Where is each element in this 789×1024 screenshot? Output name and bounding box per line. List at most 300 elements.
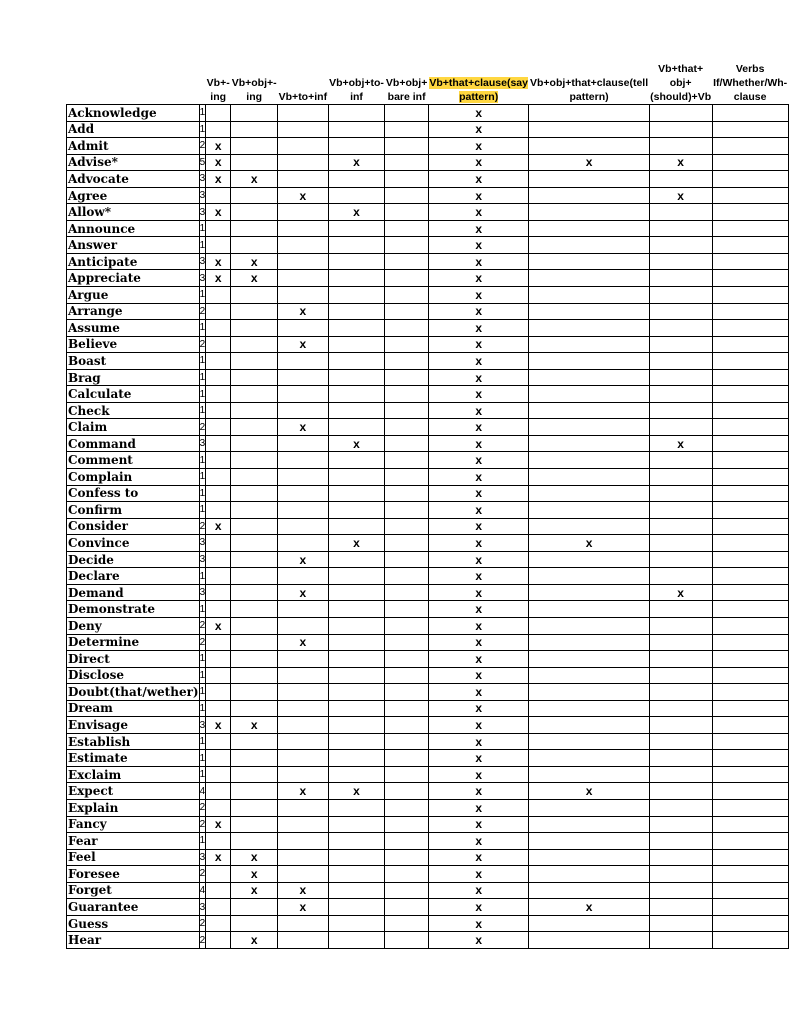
pattern-mark-cell[interactable] xyxy=(529,435,649,452)
pattern-mark-cell[interactable] xyxy=(712,220,788,237)
count-cell[interactable]: 1 xyxy=(199,237,206,254)
pattern-mark-cell[interactable] xyxy=(328,882,385,899)
pattern-mark-cell[interactable] xyxy=(328,866,385,883)
pattern-mark-cell[interactable] xyxy=(712,121,788,138)
pattern-mark-cell[interactable] xyxy=(529,287,649,304)
pattern-mark-cell[interactable] xyxy=(712,535,788,552)
pattern-mark-cell[interactable] xyxy=(278,518,328,535)
pattern-mark-cell[interactable] xyxy=(712,783,788,800)
pattern-mark-cell[interactable]: x xyxy=(428,253,529,270)
pattern-mark-cell[interactable] xyxy=(649,121,712,138)
pattern-mark-cell[interactable] xyxy=(278,733,328,750)
verb-cell[interactable]: Consider xyxy=(67,518,200,535)
pattern-mark-cell[interactable]: x xyxy=(428,485,529,502)
pattern-mark-cell[interactable] xyxy=(328,518,385,535)
count-cell[interactable]: 5 xyxy=(199,154,206,171)
pattern-mark-cell[interactable] xyxy=(328,253,385,270)
pattern-mark-cell[interactable] xyxy=(385,535,428,552)
pattern-mark-cell[interactable] xyxy=(328,932,385,949)
pattern-mark-cell[interactable] xyxy=(206,700,231,717)
pattern-mark-cell[interactable] xyxy=(649,518,712,535)
pattern-mark-cell[interactable] xyxy=(385,386,428,403)
pattern-mark-cell[interactable] xyxy=(649,700,712,717)
pattern-mark-cell[interactable] xyxy=(278,717,328,734)
pattern-mark-cell[interactable] xyxy=(649,866,712,883)
pattern-mark-cell[interactable] xyxy=(712,419,788,436)
pattern-mark-cell[interactable] xyxy=(206,369,231,386)
pattern-mark-cell[interactable]: x xyxy=(278,899,328,916)
count-cell[interactable]: 1 xyxy=(199,651,206,668)
pattern-mark-cell[interactable] xyxy=(529,469,649,486)
count-cell[interactable]: 3 xyxy=(199,717,206,734)
pattern-mark-cell[interactable] xyxy=(712,750,788,767)
count-cell[interactable]: 1 xyxy=(199,700,206,717)
pattern-mark-cell[interactable] xyxy=(328,816,385,833)
count-cell[interactable]: 3 xyxy=(199,171,206,188)
count-cell[interactable]: 1 xyxy=(199,601,206,618)
pattern-mark-cell[interactable]: x xyxy=(649,187,712,204)
pattern-mark-cell[interactable] xyxy=(529,750,649,767)
pattern-mark-cell[interactable]: x xyxy=(428,105,529,122)
pattern-mark-cell[interactable] xyxy=(231,320,278,337)
pattern-mark-cell[interactable]: x xyxy=(206,518,231,535)
pattern-mark-cell[interactable] xyxy=(231,402,278,419)
count-cell[interactable]: 2 xyxy=(199,866,206,883)
pattern-mark-cell[interactable] xyxy=(529,171,649,188)
pattern-mark-cell[interactable]: x xyxy=(649,154,712,171)
pattern-mark-cell[interactable] xyxy=(649,932,712,949)
pattern-mark-cell[interactable] xyxy=(206,485,231,502)
pattern-mark-cell[interactable] xyxy=(328,799,385,816)
pattern-mark-cell[interactable]: x xyxy=(428,171,529,188)
pattern-mark-cell[interactable]: x xyxy=(428,601,529,618)
pattern-mark-cell[interactable] xyxy=(231,303,278,320)
pattern-mark-cell[interactable] xyxy=(231,121,278,138)
pattern-mark-cell[interactable] xyxy=(712,270,788,287)
count-cell[interactable]: 1 xyxy=(199,452,206,469)
pattern-mark-cell[interactable] xyxy=(529,568,649,585)
pattern-mark-cell[interactable] xyxy=(231,435,278,452)
pattern-mark-cell[interactable] xyxy=(328,617,385,634)
pattern-mark-cell[interactable] xyxy=(385,187,428,204)
pattern-mark-cell[interactable] xyxy=(385,270,428,287)
count-cell[interactable]: 3 xyxy=(199,584,206,601)
count-cell[interactable]: 2 xyxy=(199,336,206,353)
pattern-mark-cell[interactable]: x xyxy=(428,700,529,717)
count-cell[interactable]: 1 xyxy=(199,220,206,237)
pattern-mark-cell[interactable] xyxy=(529,452,649,469)
pattern-mark-cell[interactable] xyxy=(385,402,428,419)
verb-cell[interactable]: Deny xyxy=(67,617,200,634)
pattern-mark-cell[interactable] xyxy=(712,469,788,486)
pattern-mark-cell[interactable] xyxy=(278,849,328,866)
pattern-mark-cell[interactable] xyxy=(649,783,712,800)
pattern-mark-cell[interactable] xyxy=(385,783,428,800)
pattern-mark-cell[interactable] xyxy=(529,187,649,204)
pattern-mark-cell[interactable] xyxy=(278,138,328,155)
verb-cell[interactable]: Doubt(that/wether) xyxy=(68,684,199,699)
pattern-mark-cell[interactable] xyxy=(385,733,428,750)
pattern-mark-cell[interactable] xyxy=(649,833,712,850)
pattern-mark-cell[interactable] xyxy=(231,386,278,403)
count-cell[interactable]: 2 xyxy=(199,816,206,833)
count-cell[interactable]: 1 xyxy=(199,121,206,138)
pattern-mark-cell[interactable]: x xyxy=(328,783,385,800)
pattern-mark-cell[interactable] xyxy=(385,882,428,899)
pattern-mark-cell[interactable] xyxy=(328,915,385,932)
pattern-mark-cell[interactable] xyxy=(529,237,649,254)
pattern-mark-cell[interactable] xyxy=(529,601,649,618)
verb-cell[interactable]: Direct xyxy=(67,651,200,668)
verb-cell[interactable]: Anticipate xyxy=(67,253,200,270)
pattern-mark-cell[interactable] xyxy=(649,750,712,767)
pattern-mark-cell[interactable] xyxy=(328,899,385,916)
pattern-mark-cell[interactable] xyxy=(649,320,712,337)
pattern-mark-cell[interactable] xyxy=(712,651,788,668)
pattern-mark-cell[interactable] xyxy=(385,105,428,122)
pattern-mark-cell[interactable]: x xyxy=(231,882,278,899)
pattern-mark-cell[interactable] xyxy=(385,469,428,486)
count-cell[interactable]: 1 xyxy=(199,402,206,419)
pattern-mark-cell[interactable] xyxy=(278,204,328,221)
pattern-mark-cell[interactable] xyxy=(712,634,788,651)
pattern-mark-cell[interactable]: x xyxy=(428,717,529,734)
pattern-mark-cell[interactable] xyxy=(278,667,328,684)
verb-cell[interactable]: Brag xyxy=(67,369,200,386)
pattern-mark-cell[interactable] xyxy=(649,419,712,436)
pattern-mark-cell[interactable] xyxy=(649,568,712,585)
pattern-mark-cell[interactable]: x xyxy=(428,634,529,651)
pattern-mark-cell[interactable]: x xyxy=(428,303,529,320)
verb-cell[interactable]: Add xyxy=(67,121,200,138)
pattern-mark-cell[interactable] xyxy=(712,320,788,337)
pattern-mark-cell[interactable] xyxy=(206,750,231,767)
pattern-mark-cell[interactable] xyxy=(529,138,649,155)
pattern-mark-cell[interactable]: x xyxy=(206,270,231,287)
pattern-mark-cell[interactable]: x xyxy=(428,469,529,486)
pattern-mark-cell[interactable] xyxy=(231,485,278,502)
pattern-mark-cell[interactable] xyxy=(529,220,649,237)
verb-cell[interactable]: Decide xyxy=(67,551,200,568)
verb-cell[interactable]: Confirm xyxy=(67,502,200,519)
pattern-mark-cell[interactable]: x xyxy=(231,171,278,188)
count-cell[interactable]: 3 xyxy=(199,204,206,221)
pattern-mark-cell[interactable] xyxy=(385,833,428,850)
pattern-mark-cell[interactable] xyxy=(649,452,712,469)
pattern-mark-cell[interactable]: x xyxy=(428,402,529,419)
pattern-mark-cell[interactable]: x xyxy=(428,535,529,552)
pattern-mark-cell[interactable] xyxy=(328,121,385,138)
pattern-mark-cell[interactable] xyxy=(206,551,231,568)
pattern-mark-cell[interactable] xyxy=(529,369,649,386)
pattern-mark-cell[interactable]: x xyxy=(278,584,328,601)
pattern-mark-cell[interactable] xyxy=(278,833,328,850)
pattern-mark-cell[interactable] xyxy=(712,353,788,370)
verb-cell[interactable]: Comment xyxy=(67,452,200,469)
pattern-mark-cell[interactable]: x xyxy=(428,684,529,701)
pattern-mark-cell[interactable] xyxy=(278,287,328,304)
pattern-mark-cell[interactable] xyxy=(385,634,428,651)
pattern-mark-cell[interactable] xyxy=(712,700,788,717)
pattern-mark-cell[interactable] xyxy=(649,535,712,552)
pattern-mark-cell[interactable] xyxy=(385,353,428,370)
verb-cell[interactable]: Argue xyxy=(67,287,200,304)
verb-cell[interactable]: Envisage xyxy=(67,717,200,734)
pattern-mark-cell[interactable] xyxy=(206,733,231,750)
pattern-mark-cell[interactable] xyxy=(385,336,428,353)
pattern-mark-cell[interactable] xyxy=(649,220,712,237)
pattern-mark-cell[interactable] xyxy=(231,535,278,552)
pattern-mark-cell[interactable] xyxy=(328,171,385,188)
pattern-mark-cell[interactable] xyxy=(278,502,328,519)
pattern-mark-cell[interactable] xyxy=(206,386,231,403)
pattern-mark-cell[interactable] xyxy=(385,866,428,883)
pattern-mark-cell[interactable] xyxy=(649,303,712,320)
pattern-mark-cell[interactable] xyxy=(712,138,788,155)
pattern-mark-cell[interactable] xyxy=(231,237,278,254)
pattern-mark-cell[interactable]: x xyxy=(649,584,712,601)
pattern-mark-cell[interactable] xyxy=(231,220,278,237)
pattern-mark-cell[interactable] xyxy=(529,932,649,949)
pattern-mark-cell[interactable] xyxy=(206,105,231,122)
verb-cell[interactable]: Convince xyxy=(67,535,200,552)
pattern-mark-cell[interactable] xyxy=(385,799,428,816)
count-cell[interactable]: 1 xyxy=(199,353,206,370)
pattern-mark-cell[interactable] xyxy=(328,717,385,734)
verb-cell[interactable]: Assume xyxy=(67,320,200,337)
pattern-mark-cell[interactable] xyxy=(278,700,328,717)
pattern-mark-cell[interactable]: x xyxy=(278,336,328,353)
pattern-mark-cell[interactable] xyxy=(529,634,649,651)
pattern-mark-cell[interactable]: x xyxy=(428,353,529,370)
verb-cell[interactable]: Fear xyxy=(67,833,200,850)
pattern-mark-cell[interactable] xyxy=(328,237,385,254)
count-cell[interactable]: 3 xyxy=(199,899,206,916)
pattern-mark-cell[interactable] xyxy=(649,651,712,668)
count-cell[interactable]: 3 xyxy=(199,551,206,568)
pattern-mark-cell[interactable] xyxy=(206,783,231,800)
pattern-mark-cell[interactable] xyxy=(385,651,428,668)
pattern-mark-cell[interactable] xyxy=(649,551,712,568)
pattern-mark-cell[interactable]: x xyxy=(428,518,529,535)
pattern-mark-cell[interactable] xyxy=(712,105,788,122)
pattern-mark-cell[interactable] xyxy=(278,220,328,237)
count-cell[interactable]: 2 xyxy=(199,932,206,949)
pattern-mark-cell[interactable] xyxy=(385,287,428,304)
pattern-mark-cell[interactable] xyxy=(529,386,649,403)
pattern-mark-cell[interactable] xyxy=(328,105,385,122)
pattern-mark-cell[interactable] xyxy=(231,187,278,204)
pattern-mark-cell[interactable] xyxy=(529,684,649,701)
pattern-mark-cell[interactable] xyxy=(712,866,788,883)
count-cell[interactable]: 1 xyxy=(199,766,206,783)
pattern-mark-cell[interactable] xyxy=(649,799,712,816)
pattern-mark-cell[interactable] xyxy=(529,816,649,833)
pattern-mark-cell[interactable]: x xyxy=(428,419,529,436)
pattern-mark-cell[interactable] xyxy=(529,419,649,436)
pattern-mark-cell[interactable] xyxy=(529,502,649,519)
pattern-mark-cell[interactable]: x xyxy=(428,154,529,171)
pattern-mark-cell[interactable]: x xyxy=(428,320,529,337)
pattern-mark-cell[interactable] xyxy=(206,287,231,304)
pattern-mark-cell[interactable] xyxy=(712,684,788,701)
pattern-mark-cell[interactable] xyxy=(206,336,231,353)
pattern-mark-cell[interactable] xyxy=(529,866,649,883)
verb-cell[interactable]: Arrange xyxy=(67,303,200,320)
pattern-mark-cell[interactable]: x xyxy=(428,220,529,237)
pattern-mark-cell[interactable] xyxy=(649,601,712,618)
pattern-mark-cell[interactable] xyxy=(529,270,649,287)
count-cell[interactable]: 2 xyxy=(199,419,206,436)
pattern-mark-cell[interactable] xyxy=(649,336,712,353)
pattern-mark-cell[interactable]: x xyxy=(428,799,529,816)
pattern-mark-cell[interactable] xyxy=(649,634,712,651)
pattern-mark-cell[interactable] xyxy=(278,684,328,701)
pattern-mark-cell[interactable] xyxy=(385,601,428,618)
pattern-mark-cell[interactable] xyxy=(206,303,231,320)
pattern-mark-cell[interactable] xyxy=(649,105,712,122)
pattern-mark-cell[interactable] xyxy=(328,270,385,287)
pattern-mark-cell[interactable] xyxy=(385,717,428,734)
pattern-mark-cell[interactable] xyxy=(278,171,328,188)
pattern-mark-cell[interactable] xyxy=(385,502,428,519)
pattern-mark-cell[interactable] xyxy=(231,816,278,833)
pattern-mark-cell[interactable] xyxy=(231,667,278,684)
pattern-mark-cell[interactable]: x xyxy=(428,287,529,304)
pattern-mark-cell[interactable] xyxy=(231,518,278,535)
pattern-mark-cell[interactable]: x xyxy=(428,733,529,750)
pattern-mark-cell[interactable] xyxy=(278,535,328,552)
pattern-mark-cell[interactable] xyxy=(278,386,328,403)
pattern-mark-cell[interactable] xyxy=(649,353,712,370)
pattern-mark-cell[interactable] xyxy=(712,452,788,469)
pattern-mark-cell[interactable]: x xyxy=(428,502,529,519)
pattern-mark-cell[interactable] xyxy=(712,899,788,916)
pattern-mark-cell[interactable] xyxy=(328,452,385,469)
pattern-mark-cell[interactable] xyxy=(712,568,788,585)
pattern-mark-cell[interactable] xyxy=(328,568,385,585)
pattern-mark-cell[interactable] xyxy=(385,171,428,188)
pattern-mark-cell[interactable] xyxy=(529,204,649,221)
pattern-mark-cell[interactable] xyxy=(385,253,428,270)
pattern-mark-cell[interactable] xyxy=(649,816,712,833)
pattern-mark-cell[interactable] xyxy=(649,270,712,287)
pattern-mark-cell[interactable] xyxy=(529,485,649,502)
pattern-mark-cell[interactable] xyxy=(206,435,231,452)
pattern-mark-cell[interactable] xyxy=(278,237,328,254)
pattern-mark-cell[interactable] xyxy=(328,402,385,419)
pattern-mark-cell[interactable]: x xyxy=(231,849,278,866)
pattern-mark-cell[interactable] xyxy=(649,369,712,386)
pattern-mark-cell[interactable]: x xyxy=(206,816,231,833)
verb-cell[interactable]: Forget xyxy=(67,882,200,899)
pattern-mark-cell[interactable]: x xyxy=(231,717,278,734)
pattern-mark-cell[interactable] xyxy=(712,551,788,568)
pattern-mark-cell[interactable] xyxy=(206,502,231,519)
count-cell[interactable]: 3 xyxy=(199,270,206,287)
pattern-mark-cell[interactable] xyxy=(206,535,231,552)
pattern-mark-cell[interactable] xyxy=(712,833,788,850)
pattern-mark-cell[interactable] xyxy=(712,518,788,535)
pattern-mark-cell[interactable]: x xyxy=(231,253,278,270)
verb-cell[interactable]: Expect xyxy=(67,783,200,800)
pattern-mark-cell[interactable]: x xyxy=(278,634,328,651)
pattern-mark-cell[interactable] xyxy=(231,783,278,800)
pattern-mark-cell[interactable]: x xyxy=(428,584,529,601)
pattern-mark-cell[interactable] xyxy=(206,684,231,701)
pattern-mark-cell[interactable] xyxy=(231,568,278,585)
pattern-mark-cell[interactable] xyxy=(328,733,385,750)
pattern-mark-cell[interactable] xyxy=(328,220,385,237)
pattern-mark-cell[interactable]: x xyxy=(206,138,231,155)
pattern-mark-cell[interactable] xyxy=(206,584,231,601)
verb-cell[interactable]: Declare xyxy=(67,568,200,585)
pattern-mark-cell[interactable] xyxy=(529,882,649,899)
pattern-mark-cell[interactable] xyxy=(206,932,231,949)
pattern-mark-cell[interactable] xyxy=(385,204,428,221)
pattern-mark-cell[interactable] xyxy=(385,419,428,436)
pattern-mark-cell[interactable]: x xyxy=(428,187,529,204)
pattern-mark-cell[interactable] xyxy=(529,667,649,684)
verb-cell[interactable]: Check xyxy=(67,402,200,419)
pattern-mark-cell[interactable]: x xyxy=(428,617,529,634)
pattern-mark-cell[interactable] xyxy=(328,138,385,155)
pattern-mark-cell[interactable] xyxy=(712,617,788,634)
pattern-mark-cell[interactable] xyxy=(385,303,428,320)
pattern-mark-cell[interactable] xyxy=(231,287,278,304)
pattern-mark-cell[interactable] xyxy=(649,882,712,899)
pattern-mark-cell[interactable] xyxy=(529,915,649,932)
pattern-mark-cell[interactable] xyxy=(385,551,428,568)
pattern-mark-cell[interactable] xyxy=(231,601,278,618)
pattern-mark-cell[interactable] xyxy=(712,502,788,519)
pattern-mark-cell[interactable] xyxy=(529,617,649,634)
count-cell[interactable]: 3 xyxy=(199,187,206,204)
pattern-mark-cell[interactable] xyxy=(231,766,278,783)
verb-cell[interactable]: Guarantee xyxy=(67,899,200,916)
verb-cell[interactable]: Command xyxy=(67,435,200,452)
count-cell[interactable]: 4 xyxy=(199,783,206,800)
pattern-mark-cell[interactable] xyxy=(278,320,328,337)
pattern-mark-cell[interactable] xyxy=(231,353,278,370)
verb-cell[interactable]: Demand xyxy=(67,584,200,601)
pattern-mark-cell[interactable] xyxy=(278,105,328,122)
pattern-mark-cell[interactable] xyxy=(328,502,385,519)
count-cell[interactable]: 3 xyxy=(199,535,206,552)
pattern-mark-cell[interactable] xyxy=(278,270,328,287)
pattern-mark-cell[interactable] xyxy=(649,386,712,403)
pattern-mark-cell[interactable] xyxy=(385,220,428,237)
verb-cell[interactable]: Admit xyxy=(67,138,200,155)
pattern-mark-cell[interactable]: x xyxy=(428,651,529,668)
pattern-mark-cell[interactable] xyxy=(712,799,788,816)
pattern-mark-cell[interactable] xyxy=(529,320,649,337)
pattern-mark-cell[interactable] xyxy=(231,452,278,469)
pattern-mark-cell[interactable]: x xyxy=(231,866,278,883)
pattern-mark-cell[interactable] xyxy=(385,915,428,932)
pattern-mark-cell[interactable] xyxy=(328,849,385,866)
pattern-mark-cell[interactable] xyxy=(712,849,788,866)
pattern-mark-cell[interactable] xyxy=(712,369,788,386)
pattern-mark-cell[interactable] xyxy=(328,667,385,684)
pattern-mark-cell[interactable] xyxy=(385,667,428,684)
verb-cell[interactable]: Confess to xyxy=(67,485,200,502)
pattern-mark-cell[interactable]: x xyxy=(206,617,231,634)
pattern-mark-cell[interactable] xyxy=(328,634,385,651)
pattern-mark-cell[interactable] xyxy=(712,154,788,171)
pattern-mark-cell[interactable] xyxy=(278,915,328,932)
pattern-mark-cell[interactable] xyxy=(328,303,385,320)
